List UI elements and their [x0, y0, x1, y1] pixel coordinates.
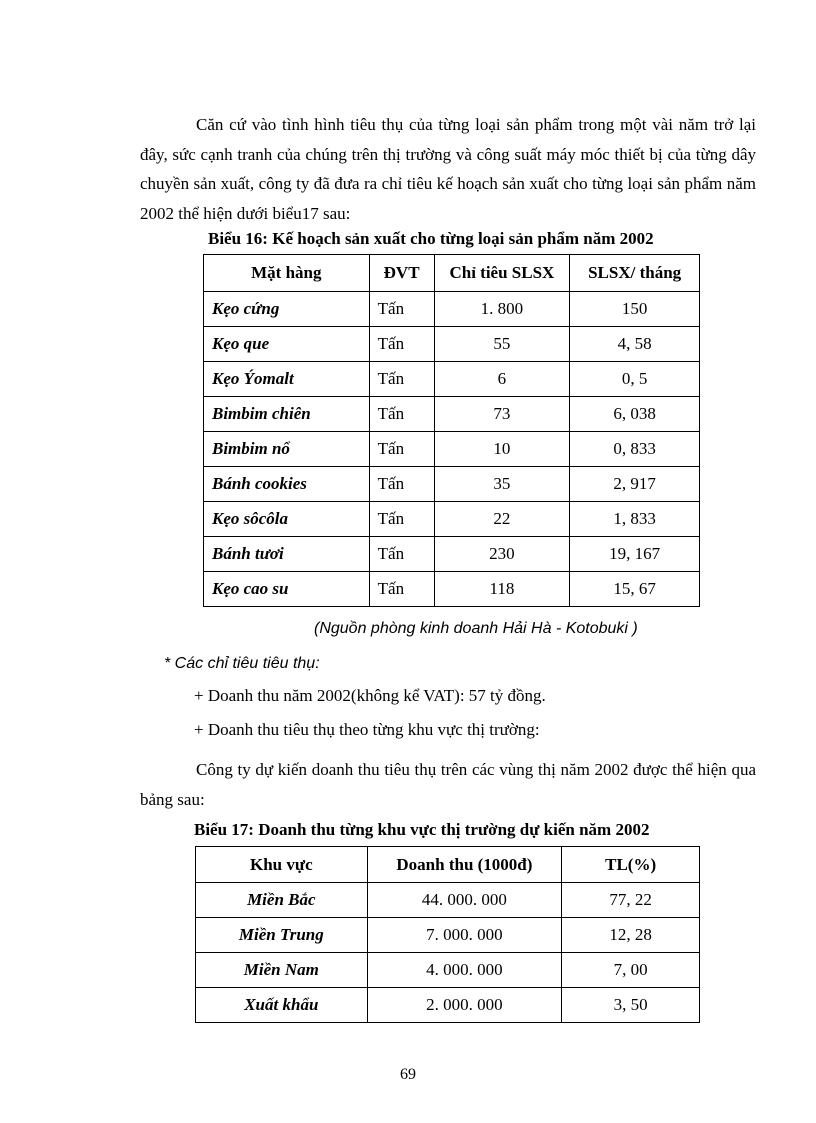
- table17-header-cell: Doanh thu (1000đ): [367, 847, 562, 883]
- unit-cell: Tấn: [369, 432, 434, 467]
- table16-header-cell: SLSX/ tháng: [570, 255, 700, 292]
- product-name: Kẹo Ýomalt: [204, 362, 370, 397]
- unit-cell: Tấn: [369, 327, 434, 362]
- table16-header-cell: Chỉ tiêu SLSX: [434, 255, 570, 292]
- monthly-cell: 1, 833: [570, 502, 700, 537]
- product-name: Bánh tươi: [204, 537, 370, 572]
- table17-header-cell: Khu vực: [196, 847, 368, 883]
- unit-cell: Tấn: [369, 362, 434, 397]
- monthly-cell: 4, 58: [570, 327, 700, 362]
- intro-paragraph: Căn cứ vào tình hình tiêu thụ của từng loại sản phẩm trong một vài năm trở lại đây, sức cạnh tranh của chúng trên thị trường và công suất máy móc thiết bị của từng dây chuyền sản xuất, công ty đã đưa ra chỉ tiêu kế hoạch sản xuất cho từng loại sản phẩm năm 2002 thể hiện dưới biểu17 sau:: [140, 115, 756, 223]
- target-cell: 118: [434, 572, 570, 607]
- unit-cell: Tấn: [369, 467, 434, 502]
- unit-cell: Tấn: [369, 397, 434, 432]
- table17-header-cell: TL(%): [562, 847, 700, 883]
- table17: [195, 846, 700, 1023]
- monthly-cell: 150: [570, 292, 700, 327]
- product-name: Bánh cookies: [204, 467, 370, 502]
- revenue-cell: 2. 000. 000: [367, 988, 562, 1023]
- table-row: [204, 327, 700, 362]
- table-row: [204, 572, 700, 607]
- product-name: Kẹo que: [204, 327, 370, 362]
- table16-header-cell: Mặt hàng: [204, 255, 370, 292]
- table-row: [204, 432, 700, 467]
- region-name: Miền Nam: [196, 953, 368, 988]
- target-cell: 35: [434, 467, 570, 502]
- table17-header-row: [196, 847, 700, 883]
- revenue-cell: 4. 000. 000: [367, 953, 562, 988]
- bullet-region-revenue: + Doanh thu tiêu thụ theo từng khu vực thị trường:: [194, 720, 540, 739]
- unit-cell: Tấn: [369, 292, 434, 327]
- table-row: [204, 537, 700, 572]
- table-row: [204, 467, 700, 502]
- region-name: Xuất khẩu: [196, 988, 368, 1023]
- ratio-cell: 3, 50: [562, 988, 700, 1023]
- table16-header-row: [204, 255, 700, 292]
- target-cell: 73: [434, 397, 570, 432]
- monthly-cell: 19, 167: [570, 537, 700, 572]
- table-row: [196, 883, 700, 918]
- unit-cell: Tấn: [369, 537, 434, 572]
- table-row: [196, 953, 700, 988]
- table17-caption: Biểu 17: Doanh thu từng khu vực thị trường dự kiến năm 2002: [194, 820, 650, 839]
- target-cell: 6: [434, 362, 570, 397]
- table16: [203, 254, 700, 607]
- monthly-cell: 6, 038: [570, 397, 700, 432]
- consumption-note: * Các chỉ tiêu tiêu thụ:: [164, 655, 320, 672]
- paragraph-2: Công ty dự kiến doanh thu tiêu thụ trên các vùng thị năm 2002 được thể hiện qua bảng sau:: [140, 760, 756, 809]
- revenue-cell: 44. 000. 000: [367, 883, 562, 918]
- target-cell: 230: [434, 537, 570, 572]
- monthly-cell: 15, 67: [570, 572, 700, 607]
- region-name: Miền Trung: [196, 918, 368, 953]
- product-name: Bimbim chiên: [204, 397, 370, 432]
- ratio-cell: 7, 00: [562, 953, 700, 988]
- table-row: [204, 397, 700, 432]
- target-cell: 1. 800: [434, 292, 570, 327]
- table-row: [204, 502, 700, 537]
- monthly-cell: 0, 5: [570, 362, 700, 397]
- revenue-cell: 7. 000. 000: [367, 918, 562, 953]
- table-row: [204, 292, 700, 327]
- bullet-revenue: + Doanh thu năm 2002(không kể VAT): 57 tỷ đồng.: [194, 686, 546, 705]
- ratio-cell: 77, 22: [562, 883, 700, 918]
- target-cell: 10: [434, 432, 570, 467]
- product-name: Kẹo sôcôla: [204, 502, 370, 537]
- table16-source: (Nguồn phòng kinh doanh Hải Hà - Kotobuki ): [314, 620, 638, 637]
- table-row: [196, 988, 700, 1023]
- product-name: Kẹo cao su: [204, 572, 370, 607]
- table-row: [196, 918, 700, 953]
- unit-cell: Tấn: [369, 502, 434, 537]
- page-number: 69: [400, 1066, 416, 1083]
- monthly-cell: 0, 833: [570, 432, 700, 467]
- ratio-cell: 12, 28: [562, 918, 700, 953]
- product-name: Bimbim nổ: [204, 432, 370, 467]
- unit-cell: Tấn: [369, 572, 434, 607]
- target-cell: 55: [434, 327, 570, 362]
- monthly-cell: 2, 917: [570, 467, 700, 502]
- table16-header-cell: ĐVT: [369, 255, 434, 292]
- product-name: Kẹo cứng: [204, 292, 370, 327]
- table16-caption: Biểu 16: Kế hoạch sản xuất cho từng loại sản phẩm năm 2002: [208, 229, 654, 248]
- region-name: Miền Bắc: [196, 883, 368, 918]
- target-cell: 22: [434, 502, 570, 537]
- table-row: [204, 362, 700, 397]
